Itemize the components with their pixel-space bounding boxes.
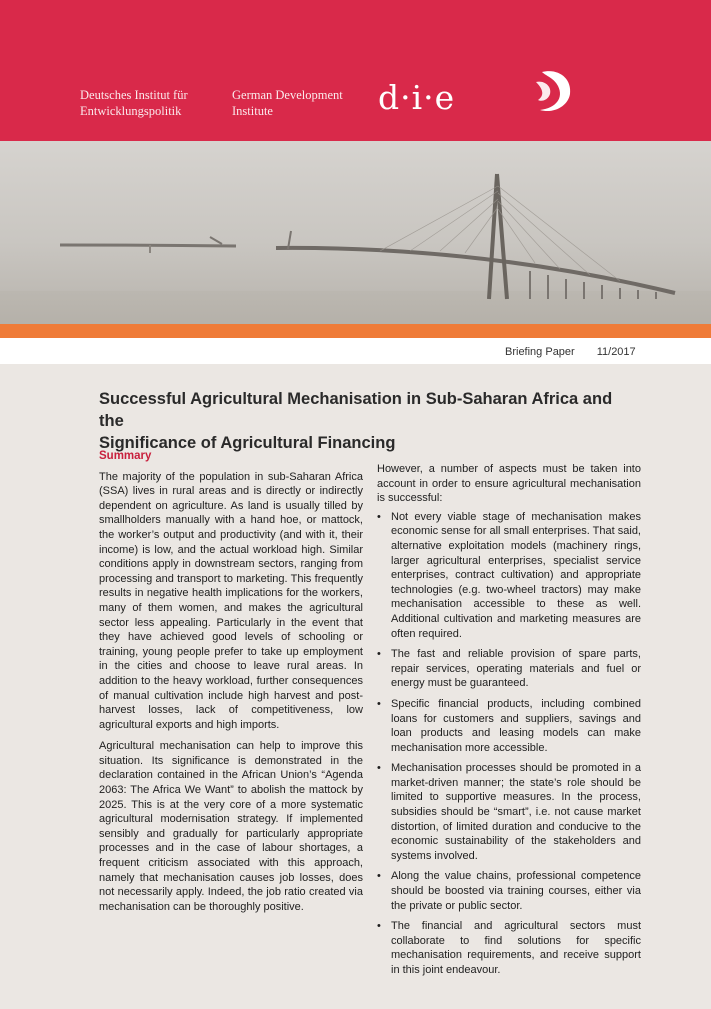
institute-en-line1: German Development <box>232 88 343 102</box>
series-label: Briefing Paper <box>505 346 575 358</box>
bullet-icon: • <box>377 697 381 710</box>
aspects-list <box>377 510 641 978</box>
bullet-icon: • <box>377 648 381 661</box>
institute-de-line2: Entwicklungspolitik <box>80 103 182 118</box>
paper-title <box>99 388 629 454</box>
cover-photo-bridge <box>0 141 711 324</box>
list-item-text: Not every viable stage of mechanisation makes economic sense for all small enterprises. That said, alternative exploitation models (machinery rings, larger agricultural enterprises, specialist service enterprises, contract cultivation) and appropriate technologies (e.g. two-wheel tractors) may make mechanisation accessible to these as well. Additional cultivation and marketing measures are often required. <box>391 510 641 640</box>
bridge-illustration <box>0 141 711 324</box>
bullet-icon: • <box>377 920 381 933</box>
aspects-intro: However, a number of aspects must be taken into account in order to ensure agricultural mechanisation is successful: <box>377 463 641 505</box>
list-item-text: Mechanisation processes should be promoted in a market-driven manner; the state’s role should be limited to supportive measures. In the process, subsidies should be “smart”, i.e. not cause market distortion, of limited duration and conducive to the economic sustainability of the stakeholders and systems involved. <box>391 762 641 862</box>
briefing-meta <box>505 346 658 358</box>
list-item-text: Specific financial products, including combined loans for customers and suppliers, savings and loan products and leasing models can make mechanisation more accessible. <box>391 697 641 754</box>
summary-heading: Summary <box>99 450 152 462</box>
die-emblem-icon <box>528 68 578 116</box>
header-band <box>0 0 711 141</box>
list-item-text: The financial and agricultural sectors must collaborate to find solutions for specific mechanisation requirements, and receive support in this joint endeavour. <box>391 920 641 976</box>
title-line1: Successful Agricultural Mechanisation in Sub-Saharan Africa and the <box>99 390 613 430</box>
bullet-icon: • <box>377 762 381 775</box>
orange-stripe <box>0 324 711 338</box>
bullet-icon: • <box>377 510 381 523</box>
institute-de-line1: Deutsches Institut für <box>80 88 188 102</box>
die-logo: d·i·e <box>378 78 456 117</box>
summary-column <box>99 449 363 921</box>
list-item <box>377 510 641 641</box>
list-item <box>377 647 641 691</box>
list-item-text: Along the value chains, professional competence should be boosted via training courses, either via the private or public sector. <box>391 870 641 912</box>
institute-name-german <box>80 88 188 119</box>
summary-paragraph: Agricultural mechanisation can help to improve this situation. Its significance is demonstrated in the declaration contained in the African Union’s “Agenda 2063: The Africa We Want” to abolish the mattock by 2025. This is at the very core of a more systematic agricultural modernisation strategy. If implemented sensibly and gradually for particularly appropriate processes and in the case of labour shortages, a frequent criticism associated with this approach, namely that mechanisation causes job losses, does not necessarily apply. Indeed, the job ratio created via mechanisation can be thoroughly positive. <box>99 740 363 913</box>
list-item <box>377 697 641 755</box>
institute-en-line2: Institute <box>232 103 273 118</box>
bullet-icon: • <box>377 870 381 883</box>
title-line2: Significance of Agricultural Financing <box>99 434 396 452</box>
list-item <box>377 919 641 977</box>
list-item <box>377 761 641 863</box>
list-item <box>377 869 641 913</box>
aspects-column <box>377 462 641 984</box>
summary-paragraph: The majority of the population in sub-Saharan Africa (SSA) lives in rural areas and is directly or indirectly dependent on agriculture. As land is usually tilled by smallholders manually with a hand hoe, or mattock, the worker’s output and productivity (and with it, their income) is low, and the actual workload high. Similar conditions apply in downstream sectors, ranging from processing and transport to marketing. This frequently results in negative health implications for the workers, many of them women, and makes the agricultural sector less appealing. Particularly in the event that they have achieved good levels of schooling or training, young people prefer to take up employment in the cities and choose to leave rural areas. In addition to the heavy workload, further consequences of manual cultivation include high harvest and post-harvest losses, lack of competitiveness, low agricultural exports and high imports. <box>99 470 363 731</box>
issue-number: 11/2017 <box>596 346 636 358</box>
institute-name-english <box>232 88 343 119</box>
list-item-text: The fast and reliable provision of spare parts, repair services, operating materials and fuel or energy must be guaranteed. <box>391 648 641 690</box>
